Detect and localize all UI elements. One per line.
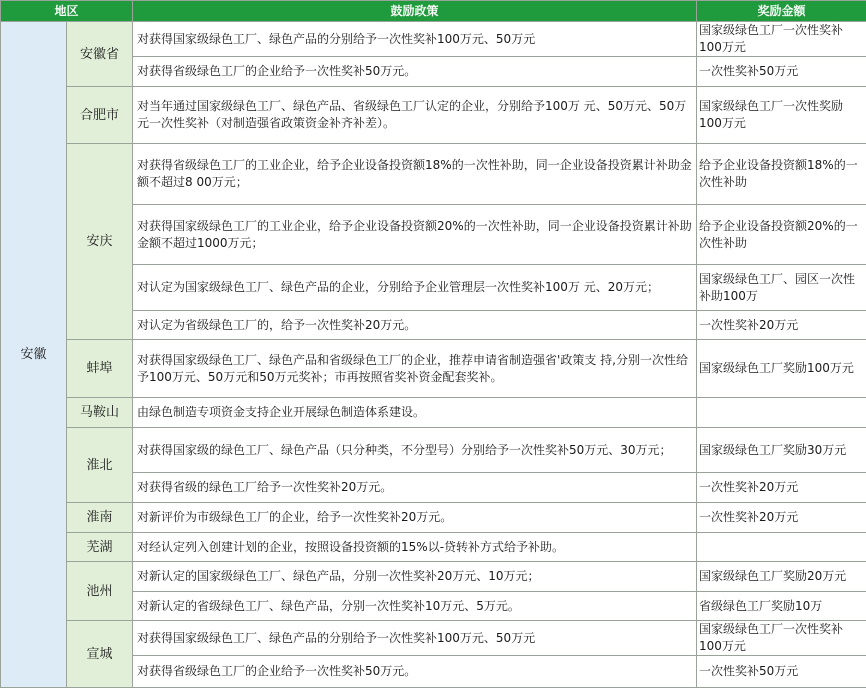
award-cell: 一次性奖补50万元	[697, 57, 866, 87]
city-cell: 安庆	[67, 144, 133, 340]
policy-cell: 对获得省级绿色工厂的企业给予一次性奖补50万元。	[133, 57, 697, 87]
table-row	[1, 398, 866, 428]
award-cell: 一次性奖补20万元	[697, 311, 866, 340]
city-cell: 宣城	[67, 621, 133, 688]
award-cell: 国家级绿色工厂奖励100万元	[697, 340, 866, 398]
award-cell: 一次性奖补20万元	[697, 473, 866, 503]
policy-cell: 对获得国家级绿色工厂的工业企业，给予企业设备投资额20%的一次性补助，同一企业设备投资累计补助金额不超过1000万元；	[133, 205, 697, 265]
city-cell: 池州	[67, 562, 133, 621]
city-cell: 合肥市	[67, 87, 133, 144]
city-cell: 芜湖	[67, 533, 133, 562]
award-cell: 国家级绿色工厂一次性奖补100万元	[697, 621, 866, 656]
table-row	[1, 22, 866, 57]
award-cell: 国家级绿色工厂一次性奖补100万元	[697, 22, 866, 57]
header-policy: 鼓励政策	[133, 1, 697, 22]
table-row	[1, 144, 866, 205]
table-row	[1, 562, 866, 592]
header-row	[1, 1, 866, 22]
award-cell: 一次性奖补50万元	[697, 656, 866, 688]
policy-cell: 对获得国家级的绿色工厂、绿色产品（只分种类，不分型号）分别给予一次性奖补50万元、30万元；	[133, 428, 697, 473]
table-body	[1, 22, 866, 688]
award-cell: 国家级绿色工厂奖励20万元	[697, 562, 866, 592]
city-cell: 安徽省	[67, 22, 133, 87]
policy-cell: 对获得省级绿色工厂的工业企业，给予企业设备投资额18%的一次性补助，同一企业设备投资累计补助金额不超过8 00万元；	[133, 144, 697, 205]
award-cell: 省级绿色工厂奖励10万	[697, 592, 866, 621]
header-award: 奖励金额	[697, 1, 866, 22]
award-cell: 国家级绿色工厂奖励30万元	[697, 428, 866, 473]
city-cell: 蚌埠	[67, 340, 133, 398]
policy-cell: 对当年通过国家级绿色工厂、绿色产品、省级绿色工厂认定的企业，分别给予100万 元、50万元、50万元一次性奖补（对制造强省政策资金补齐补差）。	[133, 87, 697, 144]
table-row	[1, 621, 866, 656]
award-cell: 一次性奖补20万元	[697, 503, 866, 533]
table-row	[1, 503, 866, 533]
policy-cell: 对新评价为市级绿色工厂的企业，给予一次性奖补20万元。	[133, 503, 697, 533]
policy-cell: 对新认定的省级绿色工厂、绿色产品，分别一次性奖补10万元、5万元。	[133, 592, 697, 621]
award-cell: 国家级绿色工厂一次性奖励100万元	[697, 87, 866, 144]
award-cell: 给予企业设备投资额20%的一次性补助	[697, 205, 866, 265]
policy-cell: 对获得省级绿色工厂的企业给予一次性奖补50万元。	[133, 656, 697, 688]
award-cell: 国家级绿色工厂、园区一次性补助100万	[697, 265, 866, 311]
province-cell: 安徽	[1, 22, 67, 688]
award-cell	[697, 533, 866, 562]
award-cell	[697, 398, 866, 428]
table-row	[1, 428, 866, 473]
city-cell: 马鞍山	[67, 398, 133, 428]
policy-cell: 对获得省级的绿色工厂给予一次性奖补20万元。	[133, 473, 697, 503]
table-row	[1, 340, 866, 398]
city-cell: 淮北	[67, 428, 133, 503]
city-cell: 淮南	[67, 503, 133, 533]
policy-cell: 对新认定的国家级绿色工厂、绿色产品，分别一次性奖补20万元、10万元；	[133, 562, 697, 592]
policy-cell: 对认定为国家级绿色工厂、绿色产品的企业，分别给予企业管理层一次性奖补100万 元、20万元；	[133, 265, 697, 311]
policy-cell: 对认定为省级绿色工厂的，给予一次性奖补20万元。	[133, 311, 697, 340]
policy-cell: 由绿色制造专项资金支持企业开展绿色制造体系建设。	[133, 398, 697, 428]
table-row	[1, 533, 866, 562]
policy-cell: 对经认定列入创建计划的企业，按照设备投资额的15%以-贷转补方式给予补助。	[133, 533, 697, 562]
policy-cell: 对获得国家级绿色工厂、绿色产品和省级绿色工厂的企业，推荐申请省制造强省'政策支 持,分别一次性给予100万元、50万元和50万元奖补；市再按照省奖补资金配套奖补。	[133, 340, 697, 398]
header-region: 地区	[1, 1, 133, 22]
policy-cell: 对获得国家级绿色工厂、绿色产品的分别给予一次性奖补100万元、50万元	[133, 22, 697, 57]
table-row	[1, 87, 866, 144]
award-cell: 给予企业设备投资额18%的一次性补助	[697, 144, 866, 205]
policy-cell: 对获得国家级绿色工厂、绿色产品的分别给予一次性奖补100万元、50万元	[133, 621, 697, 656]
